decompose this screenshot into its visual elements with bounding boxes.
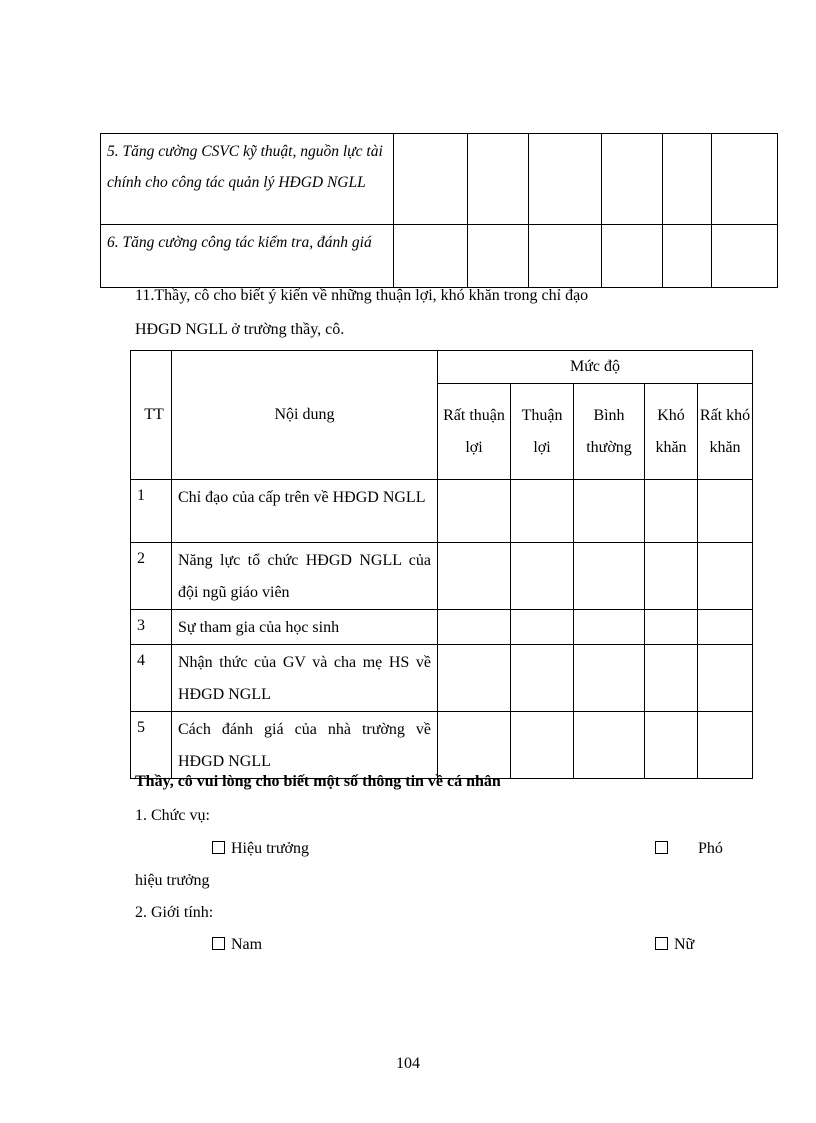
rating-cell[interactable]: [645, 712, 698, 779]
option-female-label: Nữ: [674, 936, 695, 953]
option-vice-label-b: hiệu trưởng: [135, 872, 210, 889]
checkbox-icon[interactable]: [212, 937, 225, 950]
rating-cell[interactable]: [438, 712, 511, 779]
rating-cell[interactable]: [645, 543, 698, 610]
rating-cell[interactable]: [698, 480, 753, 543]
rating-cell[interactable]: [712, 225, 778, 288]
personal-info-title: Thầy, cô vui lòng cho biết một số thông tin về cá nhân: [135, 773, 501, 790]
rating-cell[interactable]: [438, 610, 511, 645]
checkbox-icon[interactable]: [212, 841, 225, 854]
table-row: [101, 225, 778, 288]
option-vice-label-a: Phó: [698, 840, 723, 857]
table-row: [101, 134, 778, 225]
rating-cell[interactable]: [511, 645, 574, 712]
rating-cell[interactable]: [645, 645, 698, 712]
difficulty-table: [130, 350, 753, 779]
question-position: 1. Chức vụ:: [135, 807, 210, 824]
level-very-difficult: Rất khó khăn: [698, 384, 753, 480]
table-row: [131, 480, 753, 543]
table-row: [131, 543, 753, 610]
question-11-line2: HĐGD NGLL ở trường thầy, cô.: [135, 321, 345, 338]
level-very-favorable: Rất thuận lợi: [438, 384, 511, 480]
row-number: 1: [131, 480, 172, 543]
row-number: 5: [131, 712, 172, 779]
rating-cell[interactable]: [511, 480, 574, 543]
rating-cell[interactable]: [574, 610, 645, 645]
page-number: 104: [396, 1055, 420, 1072]
table-row: [131, 610, 753, 645]
rating-cell[interactable]: [468, 225, 529, 288]
option-male[interactable]: [212, 936, 262, 954]
rating-cell[interactable]: [645, 480, 698, 543]
rating-cell[interactable]: [698, 610, 753, 645]
criteria-table-continued: [100, 133, 778, 288]
rating-cell[interactable]: [468, 134, 529, 225]
level-normal: Bình thường: [574, 384, 645, 480]
rating-cell[interactable]: [574, 712, 645, 779]
table-row: [131, 645, 753, 712]
criteria-text: 6. Tăng cường công tác kiểm tra, đánh giá: [101, 225, 394, 288]
option-male-label: Nam: [231, 936, 263, 953]
row-content: Sự tham gia của học sinh: [172, 610, 438, 645]
rating-cell[interactable]: [394, 134, 468, 225]
rating-cell[interactable]: [602, 134, 663, 225]
rating-cell[interactable]: [663, 225, 712, 288]
rating-cell[interactable]: [698, 712, 753, 779]
criteria-text: 5. Tăng cường CSVC kỹ thuật, nguồn lực tài chính cho công tác quản lý HĐGD NGLL: [101, 134, 394, 225]
checkbox-icon[interactable]: [655, 841, 668, 854]
row-number: 2: [131, 543, 172, 610]
rating-cell[interactable]: [712, 134, 778, 225]
option-vice-principal[interactable]: [655, 840, 723, 858]
row-content: Năng lực tổ chức HĐGD NGLL của đội ngũ giáo viên: [172, 543, 438, 610]
row-number: 3: [131, 610, 172, 645]
level-favorable: Thuận lợi: [511, 384, 574, 480]
rating-cell[interactable]: [574, 645, 645, 712]
rating-cell[interactable]: [663, 134, 712, 225]
rating-cell[interactable]: [529, 225, 602, 288]
rating-cell[interactable]: [529, 134, 602, 225]
rating-cell[interactable]: [438, 480, 511, 543]
rating-cell[interactable]: [574, 543, 645, 610]
option-principal[interactable]: [212, 840, 309, 858]
rating-cell[interactable]: [698, 645, 753, 712]
table-header-row: [131, 351, 753, 384]
header-level: Mức độ: [438, 351, 753, 384]
row-content: Cách đánh giá của nhà trường về HĐGD NGLL: [172, 712, 438, 779]
rating-cell[interactable]: [394, 225, 468, 288]
rating-cell[interactable]: [602, 225, 663, 288]
question-gender: 2. Giới tính:: [135, 904, 214, 921]
option-female[interactable]: [655, 936, 694, 954]
level-difficult: Khó khăn: [645, 384, 698, 480]
rating-cell[interactable]: [438, 645, 511, 712]
question-11-line1: 11.Thầy, cô cho biết ý kiến về những thuận lợi, khó khăn trong chỉ đạo: [135, 287, 589, 304]
rating-cell[interactable]: [645, 610, 698, 645]
header-content: Nội dung: [172, 351, 438, 480]
rating-cell[interactable]: [511, 712, 574, 779]
row-content: Nhận thức của GV và cha mẹ HS về HĐGD NGLL: [172, 645, 438, 712]
rating-cell[interactable]: [574, 480, 645, 543]
option-principal-label: Hiệu trưởng: [231, 840, 310, 857]
header-tt: TT: [131, 351, 172, 480]
checkbox-icon[interactable]: [655, 937, 668, 950]
rating-cell[interactable]: [698, 543, 753, 610]
rating-cell[interactable]: [511, 543, 574, 610]
rating-cell[interactable]: [511, 610, 574, 645]
rating-cell[interactable]: [438, 543, 511, 610]
row-number: 4: [131, 645, 172, 712]
table-row: [131, 712, 753, 779]
row-content: Chỉ đạo của cấp trên về HĐGD NGLL: [172, 480, 438, 543]
